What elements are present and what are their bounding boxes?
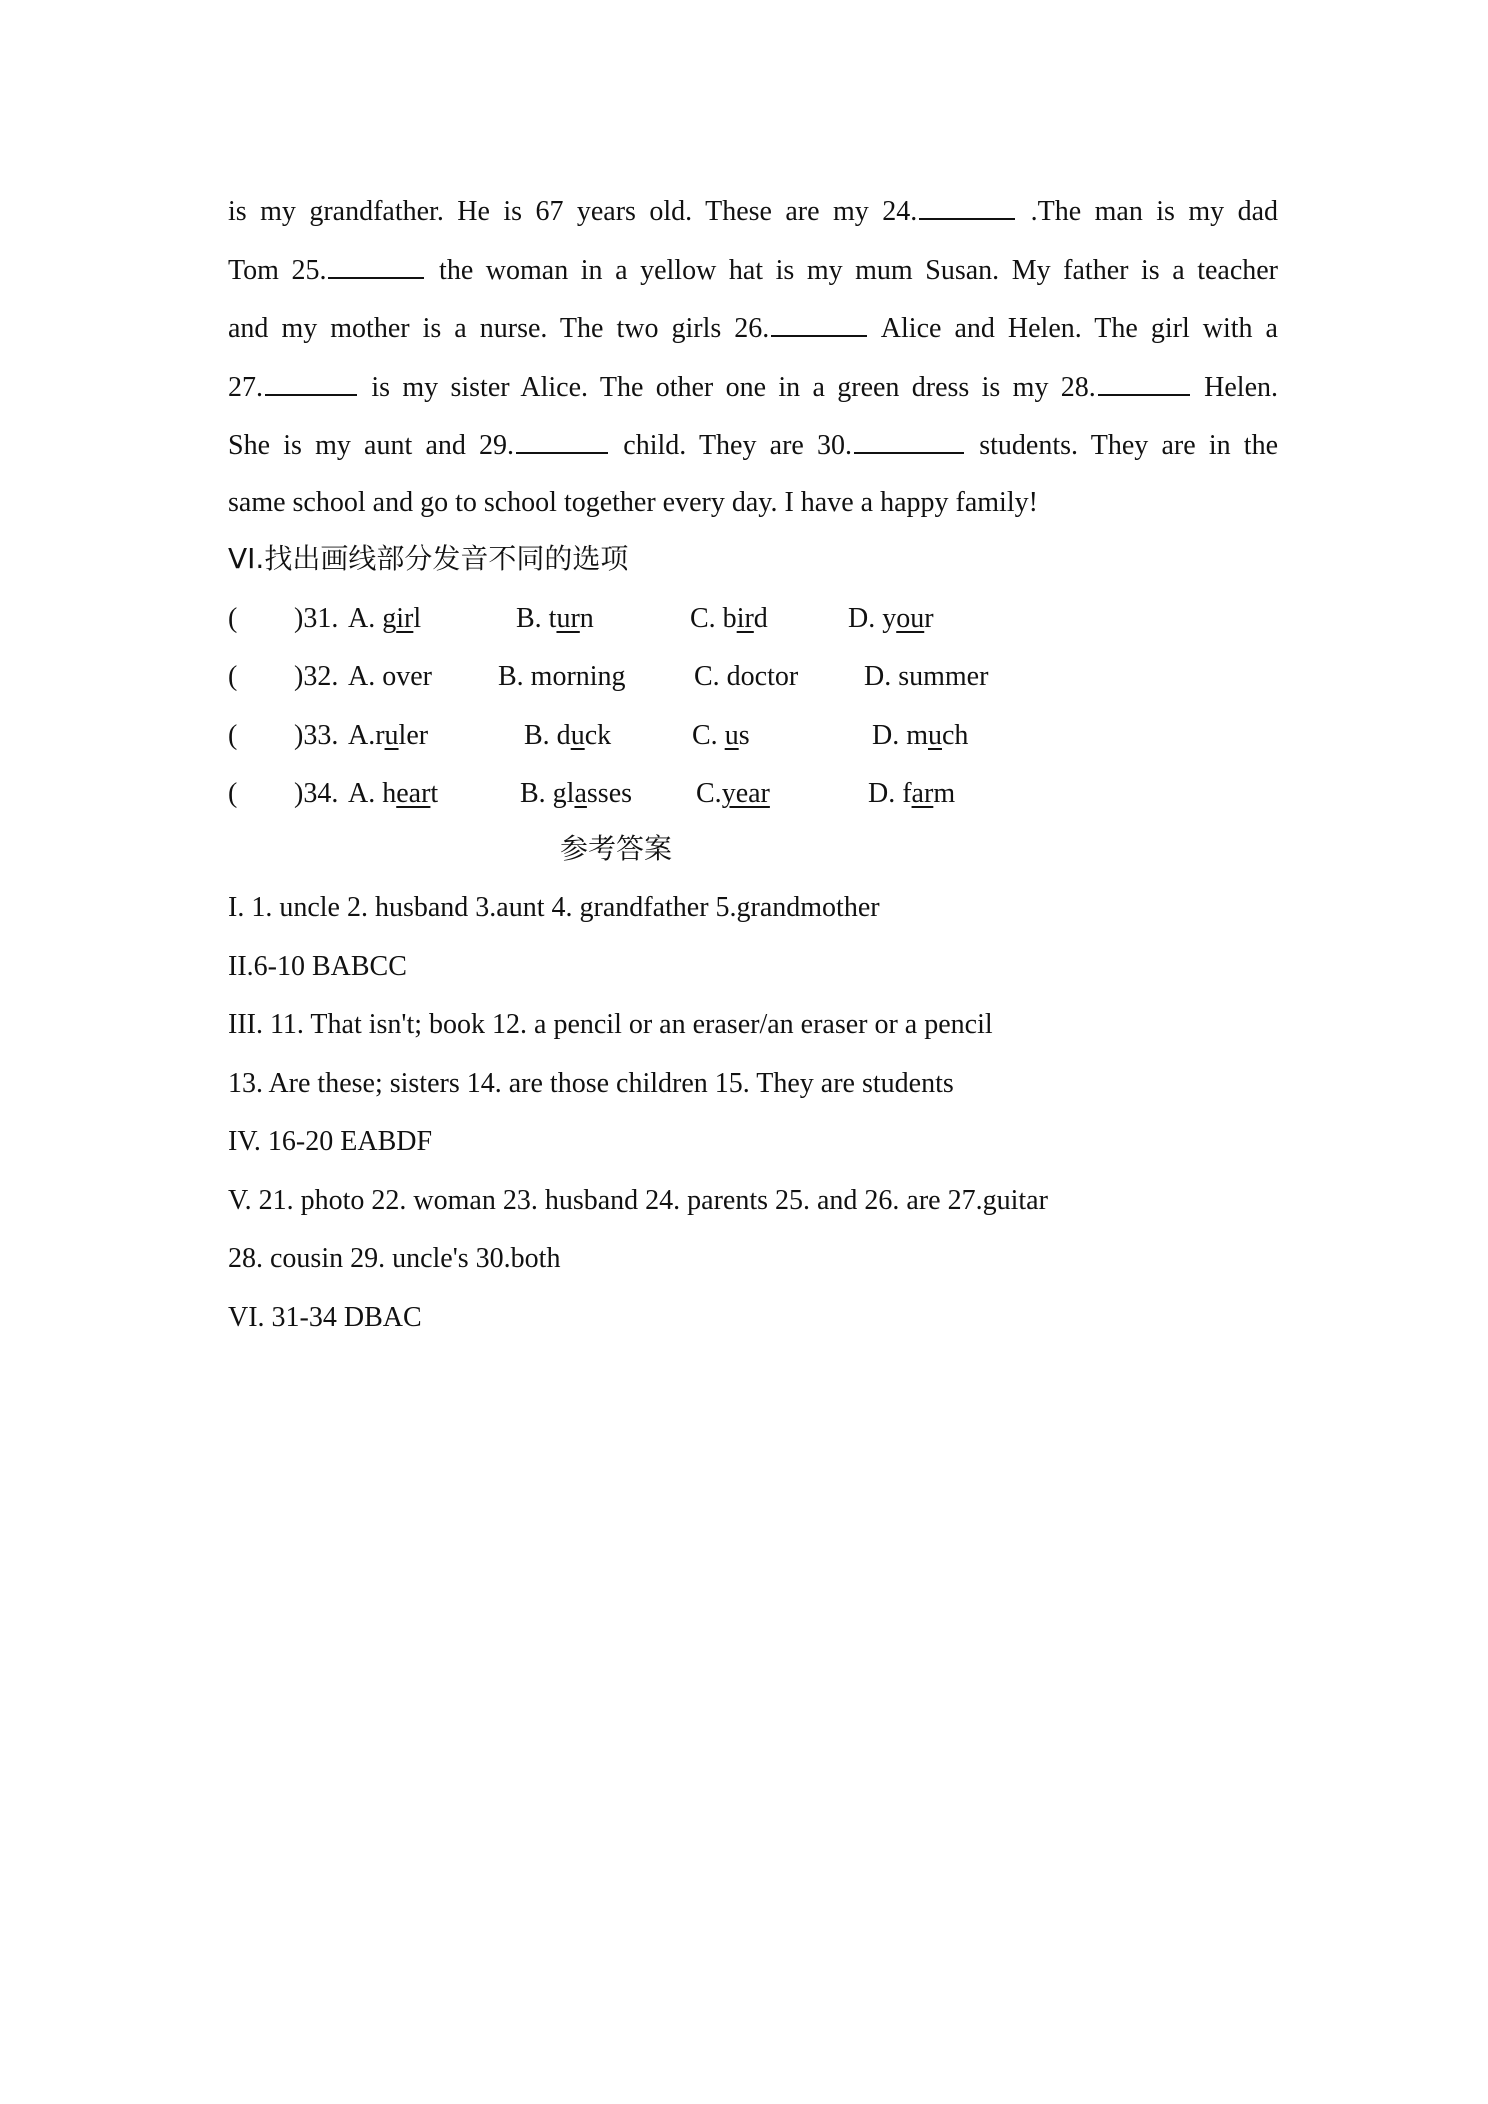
option-b: B. turn [516,603,594,634]
passage-line-2 [228,249,1278,291]
option-d: D. much [872,720,969,751]
answer-paren: ( [228,661,238,692]
question-number: )31. [294,603,339,634]
option-d: D. farm [868,778,956,809]
option-d: D. your [848,603,934,634]
passage-text: 27. [228,372,263,403]
answer-line: 28. cousin 29. uncle's 30.both [228,1243,561,1274]
passage-text: She is my aunt and 29. [228,430,515,461]
option-a: A. over [348,661,432,692]
passage-text: is my sister Alice. The other one in a green dress is my 28. [371,372,1096,403]
option-b: B. morning [498,661,626,692]
answer-line: III. 11. That isn't; book 12. a pencil or an eraser/an eraser or a pencil [228,1009,993,1040]
passage-text: Alice and Helen. The girl with a [880,313,1278,344]
blank-24 [919,190,1015,220]
answer-line: IV. 16-20 EABDF [228,1126,433,1157]
answer-paren: ( [228,720,238,751]
option-b: B. duck [524,720,612,751]
passage-text: students. They are in the [979,430,1278,461]
option-a: A.ruler [348,720,429,751]
passage-line-6: same school and go to school together every day. I have a happy family! [228,487,1038,518]
passage-text: and my mother is a nurse. The two girls 26. [228,313,770,344]
option-c: C. doctor [694,661,799,692]
blank-26 [771,307,867,337]
answer-line: I. 1. uncle 2. husband 3.aunt 4. grandfather 5.grandmother [228,892,880,923]
section-6-heading: VI.找出画线部分发音不同的选项 [228,542,629,575]
question-number: )34. [294,778,339,809]
option-d: D. summer [864,661,989,692]
answer-key-title: 参考答案 [560,832,673,865]
passage-line-3 [228,307,1278,349]
blank-27 [265,366,357,396]
answer-paren: ( [228,778,238,809]
option-a: A. girl [348,603,422,634]
answer-paren: ( [228,603,238,634]
option-a: A. heart [348,778,439,809]
passage-text: .The man is my dad [1030,196,1278,227]
option-c: C. bird [690,603,768,634]
passage-text: the woman in a yellow hat is my mum Susan. My father is a teacher [439,255,1279,286]
passage-text: Tom 25. [228,255,327,286]
passage-text: child. They are 30. [623,430,853,461]
answer-line: 13. Are these; sisters 14. are those children 15. They are students [228,1068,954,1099]
question-number: )32. [294,661,339,692]
question-number: )33. [294,720,339,751]
answer-line: II.6-10 BABCC [228,951,407,982]
blank-30 [854,424,964,454]
blank-29 [516,424,608,454]
answer-line: VI. 31-34 DBAC [228,1302,422,1333]
passage-text: Helen. [1204,372,1278,403]
answer-line: V. 21. photo 22. woman 23. husband 24. parents 25. and 26. are 27.guitar [228,1185,1048,1216]
option-c: C. us [692,720,750,751]
option-b: B. glasses [520,778,633,809]
passage-line-5 [228,424,1278,466]
passage-line-4 [228,366,1278,408]
passage-text: is my grandfather. He is 67 years old. These are my 24. [228,196,918,227]
blank-25 [328,249,424,279]
option-c: C.year [696,778,770,809]
passage-line-1 [228,190,1278,232]
blank-28 [1098,366,1190,396]
